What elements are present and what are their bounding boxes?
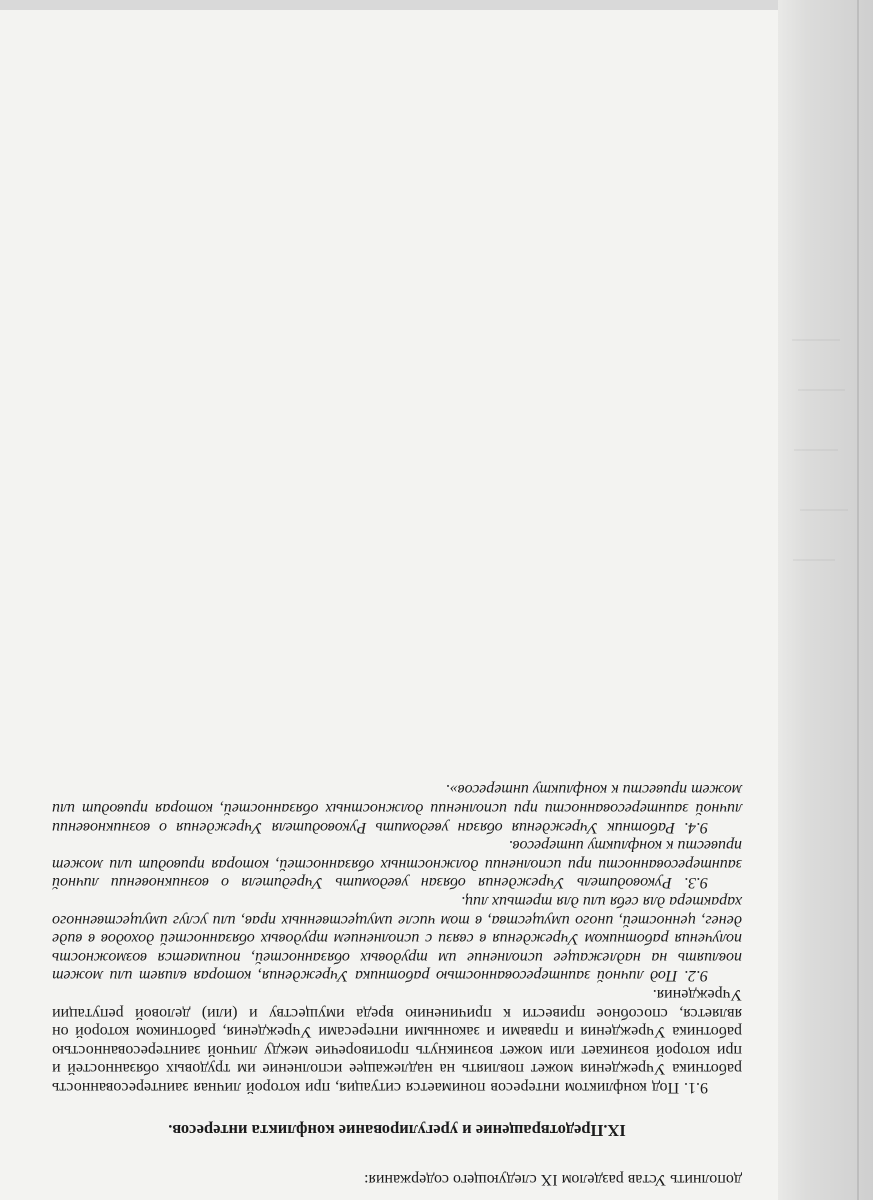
rotated-text-block — [52, 598, 742, 1188]
paragraph-9-2: 9.2. Под личной заинтересованностью работника Учреждения, которая влияет или может повлиять на надлежащее исполнение им трудовых обязанностей, понимается возможность получения работником Учреждения в связи с исполнением трудовых обязанностей доходов в виде денег, ценностей, иного имущества, в том числе имущественных прав, или услуг имущественного характера для себя или для третьих лиц. — [52, 893, 742, 985]
paragraph-9-1: 9.1. Под конфликтом интересов понимается ситуация, при которой личная заинтересованность работника Учреждения может повлиять на надлежащее исполнение им трудовых обязанностей и при которой возникает или может возникнуть противоречие между личной заинтересованностью работника Учреждения и правами и законными интересами Учреждения, работником которой он является, способное привести к причинению вреда имуществу и (или) деловой репутации Учреждения. — [52, 986, 742, 1096]
paragraph-9-4: 9.4. Работник Учреждения обязан уведомить Руководителя Учреждения о возникновении личной заинтересованности при исполнении должностных обязанностей, которая приводит или может привести к конфликту интересов». — [52, 781, 742, 836]
bleed-through-marks — [790, 300, 850, 600]
intro-line: дополнить Устав разделом IX следующего содержания: — [364, 1171, 742, 1188]
paragraph-9-3: 9.3. Руководитель Учреждения обязан уведомить Учредителя о возникновении личной заинтересованности при исполнении должностных обязанностей, которая приводит или может привести к конфликту интересов. — [52, 837, 742, 892]
scanner-edge-line — [857, 0, 859, 1200]
section-heading: IX.Предотвращение и урегулирование конфликта интересов. — [168, 1121, 626, 1140]
scanner-top-strip — [0, 0, 873, 10]
